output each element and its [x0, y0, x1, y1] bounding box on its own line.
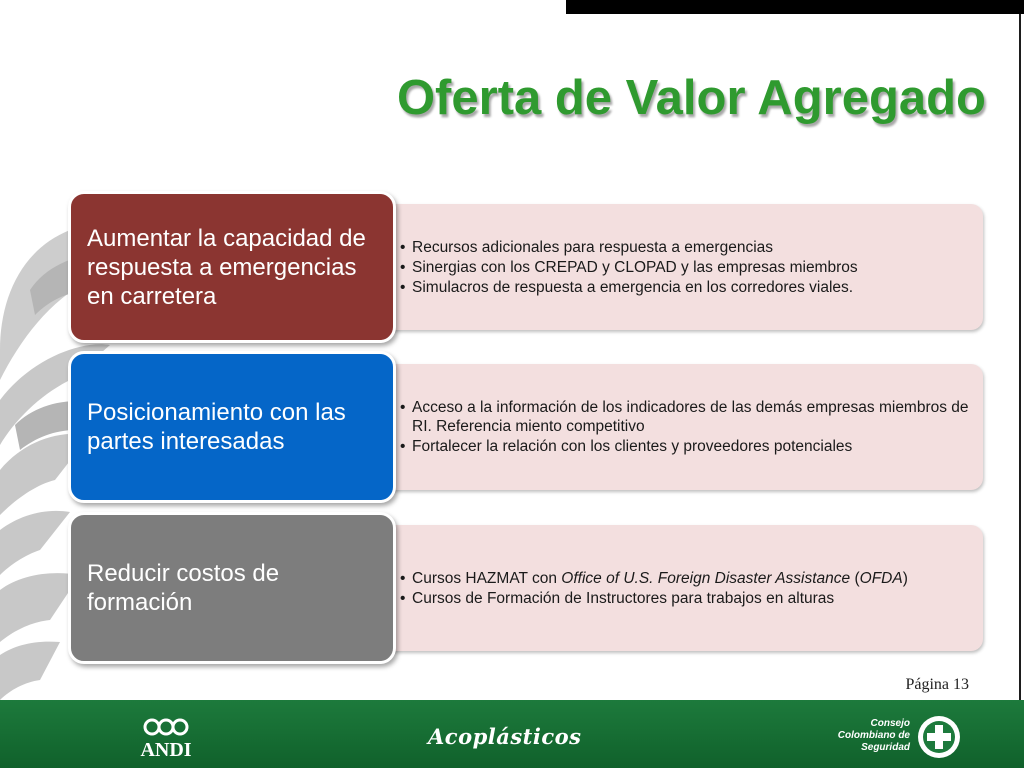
- acoplasticos-logo: Acoplásticos: [428, 724, 582, 749]
- top-decor-bar: [566, 0, 1024, 14]
- ccs-logo-text: Consejo Colombiano de Seguridad: [837, 718, 910, 753]
- slide-title: Oferta de Valor Agregado: [396, 71, 986, 125]
- bullet-list: [400, 237, 858, 298]
- footer-bar: [0, 700, 1024, 768]
- row-label: Reducir costos de formación: [87, 560, 280, 616]
- ccs-cross-icon: [916, 714, 962, 760]
- andi-logo: [130, 716, 202, 760]
- right-border-rule: [1019, 14, 1021, 700]
- bullet-item: • Cursos HAZMAT con Office of U.S. Foreign Disaster Assistance (OFDA): [400, 569, 908, 588]
- detail-box: [368, 364, 983, 490]
- bullet-item: • Cursos de Formación de Instructores para trabajos en alturas: [400, 589, 908, 608]
- andi-logo-text: ANDI: [140, 739, 192, 761]
- row-label: Posicionamiento con las partes interesadas: [87, 399, 346, 455]
- bullet-item: • Simulacros de respuesta a emergencia en los corredores viales.: [400, 278, 858, 297]
- value-row-training-costs: [68, 512, 986, 666]
- bullet-item: • Sinergias con los CREPAD y CLOPAD y las empresas miembros: [400, 258, 858, 277]
- bullet-item: • Recursos adicionales para respuesta a emergencias: [400, 238, 858, 257]
- value-row-positioning: [68, 351, 986, 505]
- bullet-item: • Acceso a la información de los indicadores de las demás empresas miembros de RI. Referencia miento competitivo: [400, 398, 971, 436]
- value-row-emergency: [68, 191, 986, 345]
- bullet-list: [400, 568, 908, 609]
- bullet-item: • Fortalecer la relación con los clientes y proveedores potenciales: [400, 437, 971, 456]
- andi-logo-icon: [130, 716, 202, 740]
- row-label: Aumentar la capacidad de respuesta a emergencias en carretera: [87, 224, 366, 310]
- detail-box: [368, 204, 983, 330]
- detail-box: [368, 525, 983, 651]
- row-label-box: [68, 191, 396, 343]
- row-label-box: [68, 351, 396, 503]
- page-number: Página 13: [905, 676, 969, 693]
- ccs-logo: [820, 712, 970, 762]
- bullet-list: [400, 397, 971, 457]
- row-label-box: [68, 512, 396, 664]
